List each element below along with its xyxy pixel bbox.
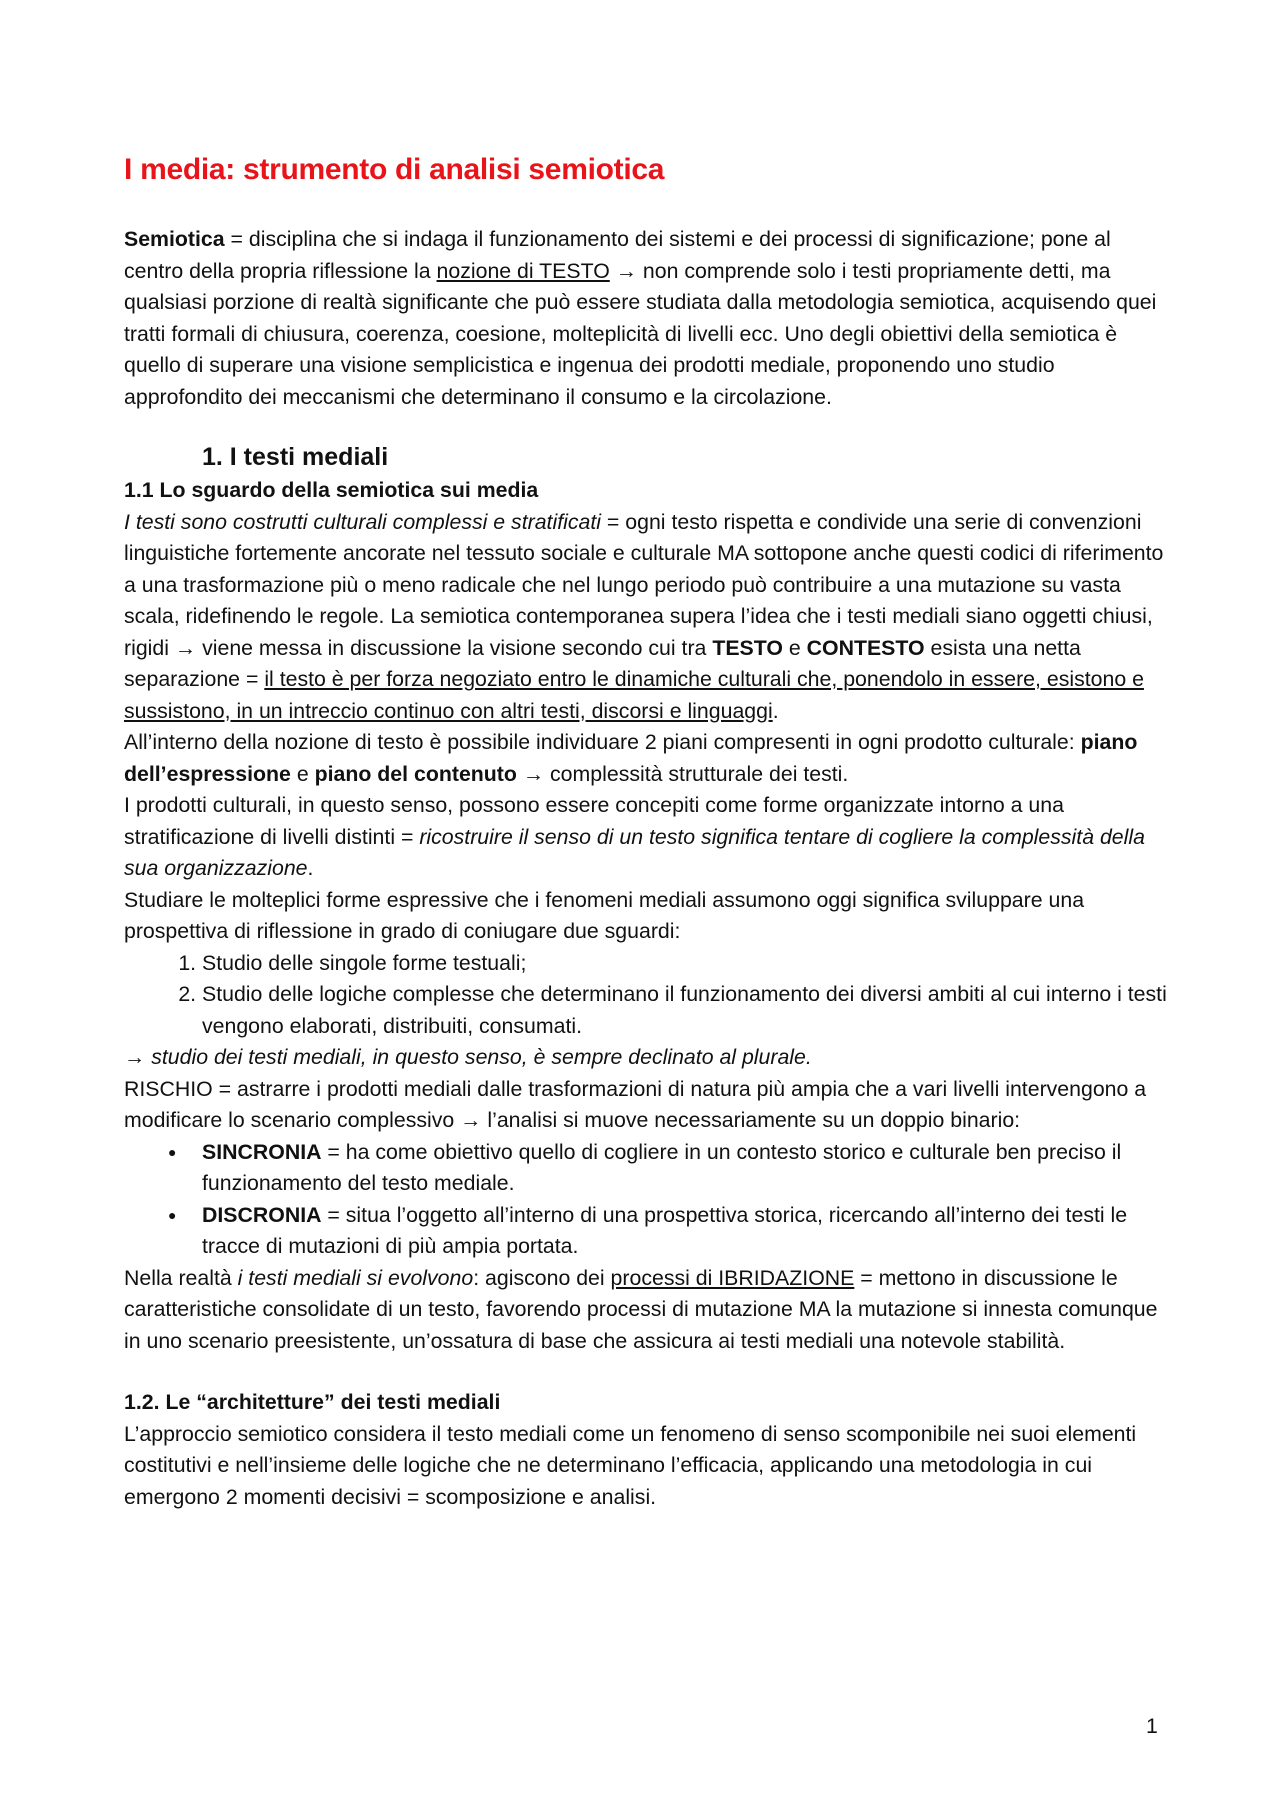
- paragraph-text: = mettono in discussione le caratteristiche consolidate di un testo, favorendo processi di mutazione MA la mutazione si innesta comunque in uno scenario preesistente, un’ossatura di base che assicura ai testi mediali una notevole stabilità.: [124, 1265, 1158, 1353]
- paragraph-text: : agiscono dei: [473, 1265, 611, 1290]
- numbered-list: [124, 948, 1169, 1043]
- subsection-1-2-heading: 1.2. Le “architetture” dei testi mediali: [124, 1390, 501, 1414]
- underlined-text: il testo è per forza negoziato entro le dinamiche culturali che, ponendolo in essere, esistono e sussistono, in un intreccio continuo con altri testi, discorsi e linguaggi: [124, 667, 1144, 723]
- bullet-text: = situa l’oggetto all’interno di una prospettiva storica, ricercando all’interno dei testi le tracce di mutazioni di più ampia portata.: [202, 1202, 1128, 1258]
- subsection-1-1-heading: 1.1 Lo sguardo della semiotica sui media: [124, 478, 539, 502]
- bold-contesto: CONTESTO: [806, 635, 925, 660]
- document-page: [124, 150, 1169, 1513]
- paragraph-text: → complessità strutturale dei testi.: [516, 761, 849, 786]
- italic-text: i testi mediali si evolvono: [237, 1265, 474, 1290]
- bullet-text: = ha come obiettivo quello di cogliere in un contesto storico e culturale ben preciso il funzionamento del testo mediale.: [202, 1139, 1122, 1195]
- bold-contenuto: piano del contenuto: [314, 761, 517, 786]
- paragraph-1-1-e: [124, 1042, 1169, 1074]
- paragraph-1-1-g: [124, 1263, 1169, 1358]
- bullet-list: [124, 1137, 1169, 1263]
- italic-text: → studio dei testi mediali, in questo senso, è sempre declinato al plurale.: [124, 1045, 812, 1069]
- paragraph-text: All’interno della nozione di testo è possibile individuare 2 piani compresenti in ogni prodotto culturale:: [124, 730, 1081, 754]
- paragraph-1-1-f: RISCHIO = astrarre i prodotti mediali dalle trasformazioni di natura più ampia che a vari livelli intervengono a modificare lo scenario complessivo → l’analisi si muove necessariamente su un doppio binario:: [124, 1076, 1147, 1132]
- bullet-term: DISCRONIA: [202, 1202, 322, 1227]
- intro-term: Semiotica: [124, 227, 225, 251]
- list-item: [202, 1137, 1169, 1200]
- document-title: I media: strumento di analisi semiotica: [124, 153, 665, 186]
- bold-espressione: piano dell’espressione: [124, 730, 1138, 786]
- underlined-text: processi di IBRIDAZIONE: [610, 1265, 855, 1290]
- paragraph-1-1-c: [124, 790, 1169, 885]
- paragraph-1-1-b: [124, 727, 1169, 790]
- paragraph-text: esista una netta separazione =: [124, 635, 1081, 691]
- paragraph-text: e: [782, 635, 807, 660]
- list-item: 1. Studio delle singole forme testuali;: [202, 948, 1169, 980]
- paragraph-text: = ogni testo rispetta e condivide una serie di convenzioni linguistiche fortemente ancorate nel tessuto sociale e culturale MA sottopone anche questi codici di riferimento a una trasformazione più o meno radicale che nel lungo periodo può contribuire a una mutazione su vasta scala, ridefinendo le regole. La semiotica contemporanea supera l’idea che i testi mediali siano oggetti chiusi, rigidi → viene messa in discussione la visione secondo cui tra: [124, 509, 1164, 660]
- list-item: 2. Studio delle logiche complesse che determinano il funzionamento dei diversi ambiti al cui interno i testi vengono elaborati, distribuiti, consumati.: [202, 979, 1169, 1042]
- paragraph-1-1-a: [124, 507, 1169, 728]
- list-item: [202, 1200, 1169, 1263]
- paragraph-1-2-a: L’approccio semiotico considera il testo mediali come un fenomeno di senso scomponibile nei suoi elementi costitutivi e nell’insieme delle logiche che ne determinano l’efficacia, applicando una metodologia in cui emergono 2 momenti decisivi = scomposizione e analisi.: [124, 1421, 1137, 1509]
- intro-text-2: → non comprende solo i testi propriamente detti, ma qualsiasi porzione di realtà significante che può essere studiata dalla metodologia semiotica, acquisendo quei tratti formali di chiusura, coerenza, coesione, molteplicità di livelli ecc. Uno degli obiettivi della semiotica è quello di superare una visione semplicistica e ingenua dei prodotti mediale, proponendo uno studio approfondito dei meccanismi che determinano il consumo e la circolazione.: [124, 258, 1157, 409]
- intro-underline: nozione di TESTO: [436, 258, 610, 283]
- bullet-term: SINCRONIA: [202, 1139, 322, 1164]
- paragraph-text: I prodotti culturali, in questo senso, possono essere concepiti come forme organizzate intorno a una stratificazione di livelli distinti =: [124, 793, 1064, 849]
- intro-text-1: = disciplina che si indaga il funzionamento dei sistemi e dei processi di significazione; pone al centro della propria riflessione la: [124, 227, 1111, 283]
- paragraph-text: Nella realtà: [124, 1265, 238, 1290]
- italic-text: I testi sono costrutti culturali complessi e stratificati: [124, 509, 601, 534]
- bold-testo: TESTO: [712, 635, 783, 660]
- paragraph-text: .: [772, 698, 779, 723]
- paragraph-text: .: [307, 856, 314, 880]
- section-1-heading: 1. I testi mediali: [202, 443, 389, 471]
- intro-paragraph: [124, 224, 1169, 413]
- italic-text: ricostruire il senso di un testo significa tentare di cogliere la complessità della sua organizzazione: [124, 824, 1145, 880]
- paragraph-1-1-d: Studiare le molteplici forme espressive che i fenomeni mediali assumono oggi significa sviluppare una prospettiva di riflessione in grado di coniugare due sguardi:: [124, 887, 1085, 943]
- page-number: 1: [1146, 1714, 1158, 1738]
- paragraph-text: e: [290, 761, 315, 786]
